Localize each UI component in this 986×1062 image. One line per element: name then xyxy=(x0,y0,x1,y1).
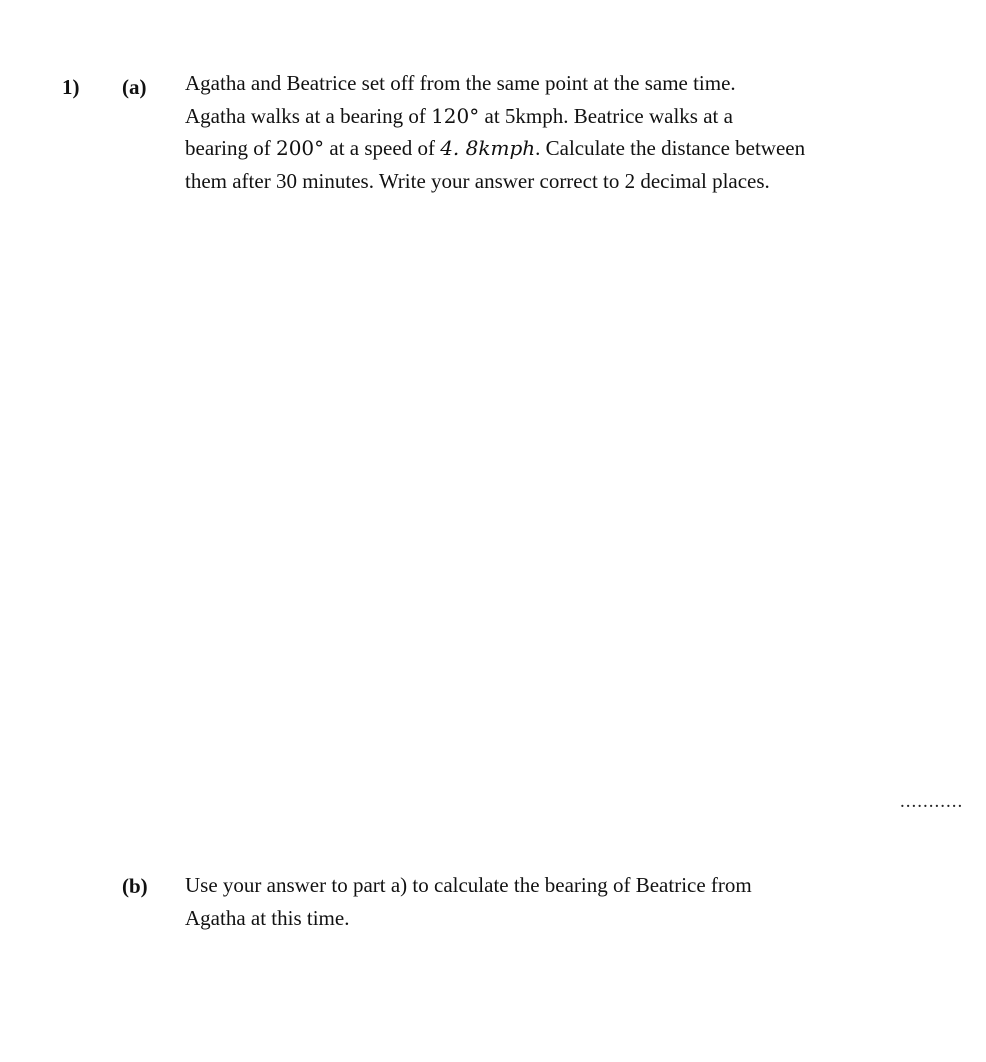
part-a-line-4: them after 30 minutes. Write your answer correct to 2 decimal places. xyxy=(185,168,770,193)
part-a-label: (a) xyxy=(122,75,147,99)
part-a-line-1: Agatha and Beatrice set off from the same point at the same time. xyxy=(185,71,736,95)
part-a-line-2-end: at 5kmph. Beatrice walks at a xyxy=(479,103,733,128)
part-a-line-3-start: bearing of xyxy=(185,136,276,160)
part-a-line-2 xyxy=(185,100,885,133)
part-b-label: (b) xyxy=(122,874,148,898)
part-b-line-2: Agatha at this time. xyxy=(185,905,350,930)
answer-line: ........... xyxy=(900,791,964,812)
part-a-line-2-start: Agatha walks at a bearing of xyxy=(185,103,432,128)
part-b-line-1: Use your answer to part a) to calculate the bearing of Beatrice from xyxy=(185,873,752,897)
part-a-line-3 xyxy=(185,132,885,165)
part-a-line-3-mid: at a speed of xyxy=(324,136,441,160)
bearing-agatha: 120° xyxy=(431,103,480,128)
question-number: 1) xyxy=(62,75,80,99)
part-a-line-3-end: . Calculate the distance between xyxy=(535,136,806,160)
part-b-text xyxy=(185,869,885,934)
bearing-beatrice: 200° xyxy=(275,136,325,160)
speed-beatrice: 4. 8kmph xyxy=(440,136,536,160)
part-a-text xyxy=(185,67,885,197)
